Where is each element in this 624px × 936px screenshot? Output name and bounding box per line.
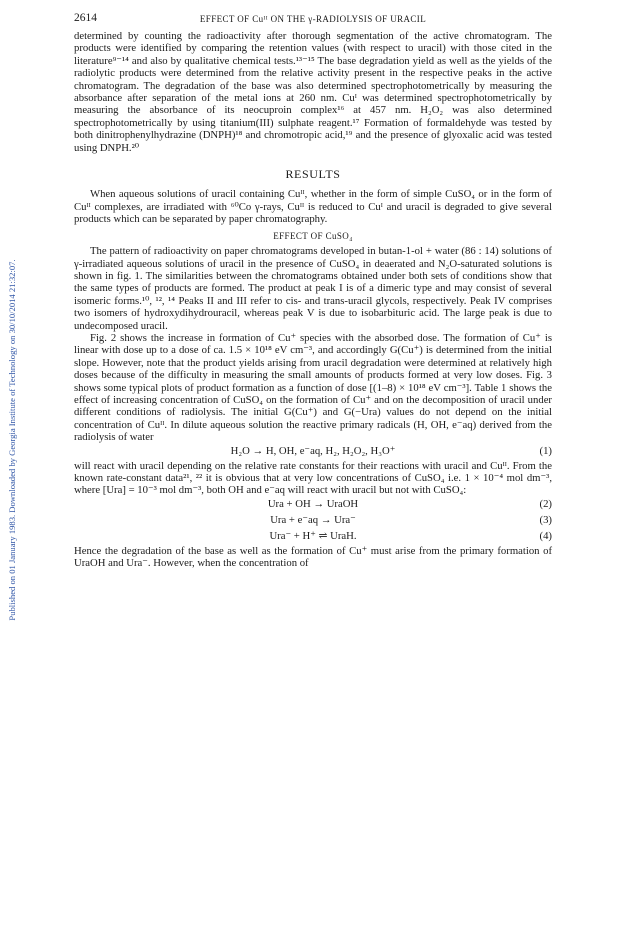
equation-4 <box>74 529 552 545</box>
download-notice-sidebar <box>4 150 20 730</box>
results-heading: RESULTS <box>285 167 341 182</box>
rate-constant-paragraph: will react with uracil depending on the relative rate constants for their reactions with uracil and Cuᴵᴵ. From the known rate-constant data²¹, ²² it is obvious that at very low concentrations of CuSO₄ i.e. 1 × 10⁻⁴ mol dm⁻³, where [Ura] = 10⁻³ mol dm⁻³, both OH and e⁻aq will react with uracil but not with CuSO₄: <box>74 459 552 497</box>
running-title: EFFECT OF Cuᴵᴵ ON THE γ-RADIOLYSIS OF URACIL <box>199 14 427 24</box>
equation-2-text: Ura + OH → UraOH <box>267 497 359 510</box>
equation-3 <box>74 513 552 529</box>
chromatogram-paragraph: The pattern of radioactivity on paper chromatograms developed in butan-1-ol + water (86 : 14) solutions of γ-irradiated aqueous solutions of uracil in the presence of CuSO₄ in deaerated and N₂O-saturated solutions is shown in fig. 1. The similarities between the chromatograms obtained under both sets of conditions show that the same types of products are formed. The product at peak I is of a dimeric type and may consist of several isomeric forms.¹⁰, ¹², ¹⁴ Peaks II and III refer to cis- and trans-uracil glycols, respectively. Peak IV comprises two isomers of hydroxydihydrouracil, whereas peak V is due to isobarbituric acid. The large peak is due to undecomposed uracil. <box>74 245 552 332</box>
equation-2 <box>74 497 552 513</box>
equation-4-number: (4) <box>539 529 552 542</box>
effect-cuso4-heading: EFFECT OF CuSO₄ <box>273 230 353 241</box>
download-notice-text: Published on 01 January 1983. Downloaded by Georgia Institute of Technology on 30/10/2014 21:32:07. <box>7 259 17 621</box>
equation-1 <box>74 444 552 460</box>
page-header <box>74 10 552 30</box>
dose-paragraph: Fig. 2 shows the increase in formation of Cu⁺ species with the absorbed dose. The formation of Cu⁺ is linear with dose up to a dose of ca. 1.5 × 10¹⁸ eV cm⁻³, and accordingly G(Cu⁺) is determined from the initial slope. However, note that the product yields arising from uracil degradation were determined at relatively high doses because of the difficulty in measuring the small amounts of products formed at very low doses. Fig. 3 shows some typical plots of product formation as a function of dose [(1–8) × 10¹⁸ eV cm⁻³]. Table 1 shows the effect of increasing concentration of CuSO₄ on the formation of Cu⁺ and on the decomposition of uracil under different conditions of radiolysis. The initial G(Cu⁺) and G(−Ura) values do not depend on the initial concentration of Cuᴵᴵ. In dilute aqueous solution the reactive primary radicals (H, OH, e⁻aq) derived from the radiolysis of water <box>74 331 552 444</box>
equation-3-text: Ura + e⁻aq → Ura⁻ <box>270 513 356 526</box>
paper-page <box>74 10 552 570</box>
conclusion-paragraph: Hence the degradation of the base as well as the formation of Cu⁺ must arise from the primary formation of UraOH and Ura⁻. However, when the concentration of <box>74 544 552 570</box>
page-number: 2614 <box>74 12 97 24</box>
equation-4-text: Ura⁻ + H⁺ ⇌ UraH. <box>269 529 357 542</box>
intro-paragraph: determined by counting the radioactivity after thorough segmentation of the active chromatogram. The products were identified by comparing the retention values (with respect to uracil) with those cited in the literature⁹⁻¹⁴ and also by qualitative chemical tests.¹³⁻¹⁵ The base degradation yield as well as the yields of the radiolytic products were determined from the relative activity present in the respective peaks in the active chromatogram. The degradation of the base was also determined spectrophotometrically by measuring the absorbance after separation of the metal ions at 260 nm. Cuᴵ was determined spectrophotometrically by measuring the absorbance of its neocuproin complex¹⁶ at 457 nm. H₂O₂ was also determined spectrophotometrically by using titanium(III) sulphate reagent.¹⁷ Formation of formaldehyde was tested by both dinitrophenylhydrazine (DNPH)¹⁸ and chromotropic acid,¹⁹ and the presence of glyoxalic acid was tested using DNPH.²⁰ <box>74 30 552 154</box>
equation-3-number: (3) <box>539 513 552 526</box>
equation-1-number: (1) <box>539 444 552 457</box>
results-paragraph: When aqueous solutions of uracil containing Cuᴵᴵ, whether in the form of simple CuSO₄ or in the form of Cuᴵᴵ complexes, are irradiated with ⁶⁰Co γ-rays, Cuᴵᴵ is reduced to Cuᴵ and uracil is degraded to give several products which can be separated by paper chromatography. <box>74 188 552 226</box>
equation-1-text: H₂O → H, OH, e⁻aq, H₂, H₂O₂, H₃O⁺ <box>230 444 396 457</box>
equation-2-number: (2) <box>539 497 552 510</box>
